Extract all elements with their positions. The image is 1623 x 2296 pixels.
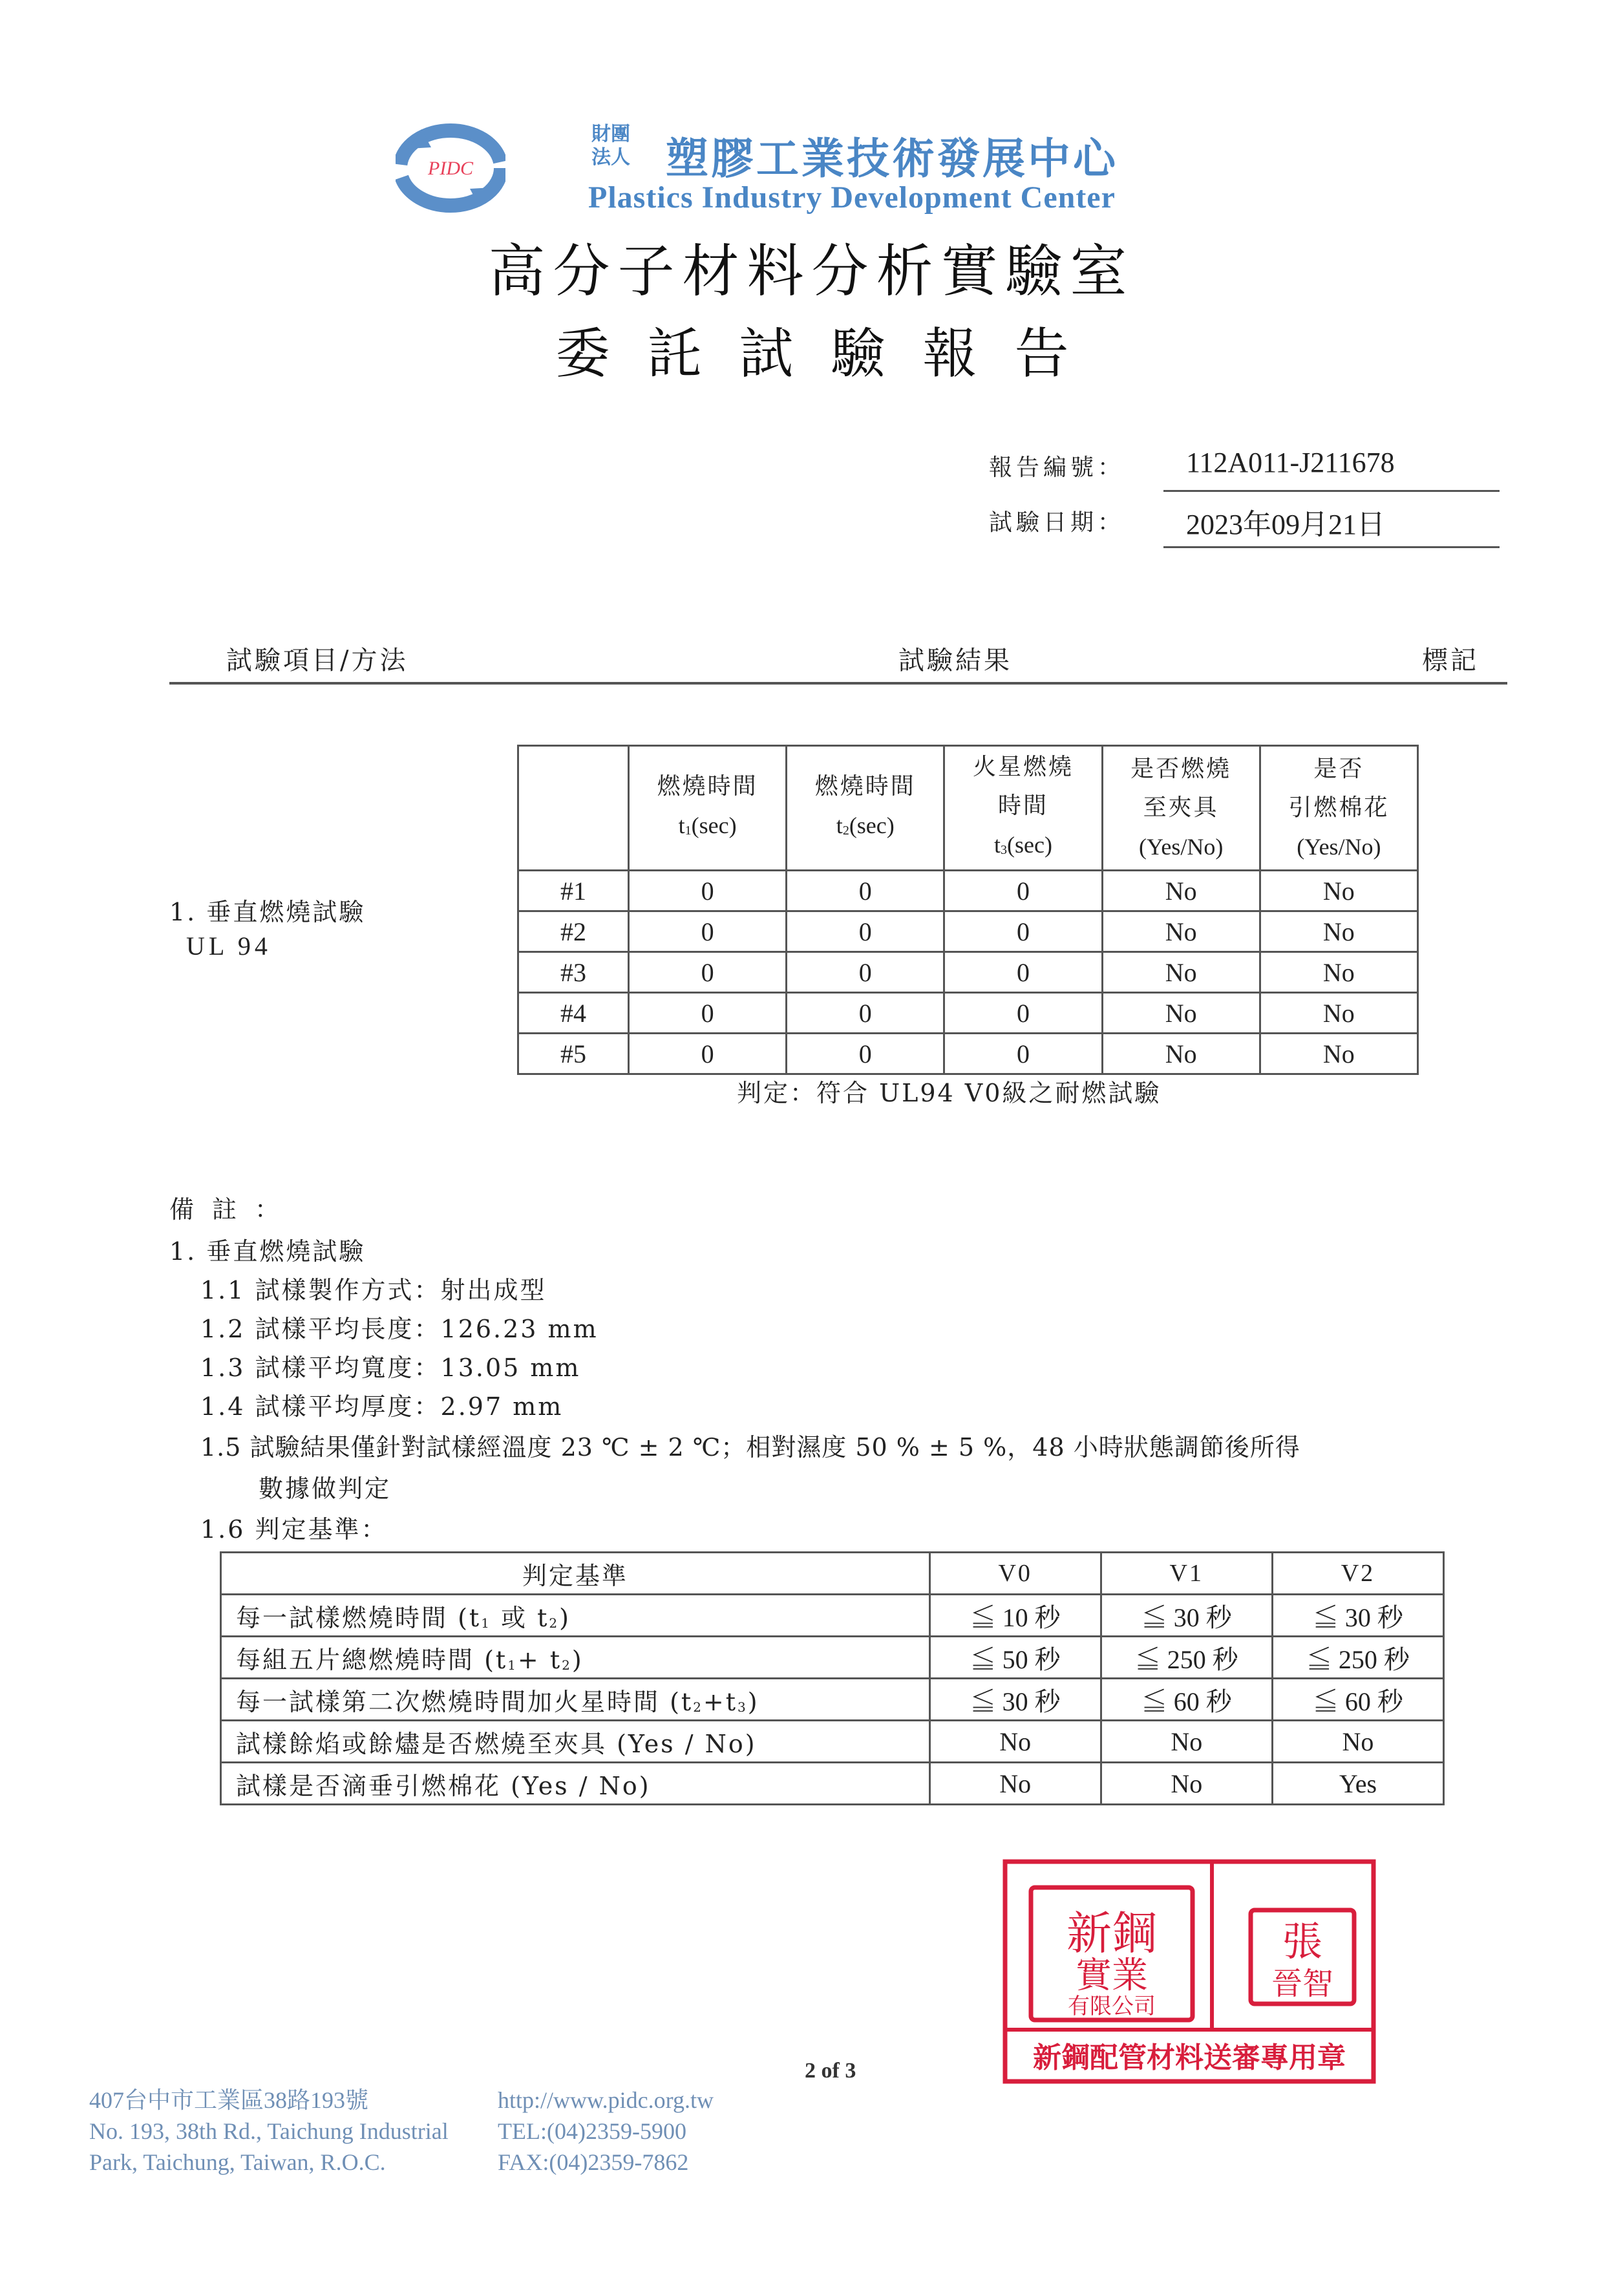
cell-id: #2: [518, 911, 629, 952]
result-row: [518, 952, 1418, 993]
cell-id: #5: [518, 1034, 629, 1074]
header-cell: [944, 746, 1102, 871]
divider: [169, 682, 1507, 685]
telephone: TEL:(04)2359-5900: [498, 2118, 686, 2144]
note-item: 1. 垂直燃燒試驗: [169, 1237, 366, 1266]
person-seal-line: 晉智: [1271, 1966, 1334, 2002]
header-line: 引燃棉花: [1288, 794, 1390, 821]
stamp-caption: 新鋼配管材料送審專用章: [1033, 2041, 1346, 2074]
criteria-v0: ≦ 30 秒: [929, 1679, 1101, 1721]
note-item: 1.4 試樣平均厚度：2.97 mm: [200, 1392, 564, 1421]
footer-address: [89, 2085, 449, 2178]
cell-clamp: No: [1102, 871, 1260, 911]
header-line: 至夾具: [1143, 794, 1219, 821]
org-type-line: 財團: [591, 123, 630, 145]
org-name-cn: 塑膠工業技術發展中心: [666, 134, 1118, 184]
header-formula: $t_2(\sec)$: [836, 813, 895, 838]
header-line: 時間: [997, 792, 1048, 819]
header-cell: [629, 746, 787, 871]
cell-id: #4: [518, 993, 629, 1034]
test-date-label: 試驗日期：: [989, 509, 1125, 536]
logo-text: PIDC: [428, 158, 473, 179]
note-item: 1.6 判定基準：: [200, 1515, 388, 1544]
header-unit: (Yes/No): [1297, 834, 1381, 860]
cell-t2: 0: [787, 871, 944, 911]
header-line: 燃燒時間: [814, 773, 916, 800]
note-item: 1.2 試樣平均長度：126.23 mm: [200, 1315, 599, 1343]
cell-clamp: No: [1102, 911, 1260, 952]
criteria-v0: ≦ 10 秒: [929, 1595, 1101, 1637]
notes-title: 備註：: [169, 1195, 298, 1224]
criteria-row: [221, 1763, 1444, 1805]
result-row: [518, 993, 1418, 1034]
cell-t3: 0: [944, 952, 1102, 993]
org-type: [591, 123, 630, 169]
criteria-v2: ≦ 250 秒: [1272, 1637, 1443, 1679]
address-en: No. 193, 38th Rd., Taichung Industrial: [89, 2118, 449, 2144]
criteria-label: 每組五片總燃燒時間 $(t_1+ t_2)$: [221, 1637, 930, 1679]
criteria-v2: ≦ 30 秒: [1272, 1595, 1443, 1637]
criteria-table: [220, 1551, 1445, 1805]
criteria-row: [221, 1637, 1444, 1679]
note-item-continuation: 數據做判定: [259, 1474, 392, 1503]
test-date-value: 2023年09月21日: [1186, 509, 1385, 540]
cell-clamp: No: [1102, 993, 1260, 1034]
lab-name: 高分子材料分析實驗室: [488, 238, 1135, 304]
cell-clamp: No: [1102, 952, 1260, 993]
cell-t2: 0: [787, 911, 944, 952]
criteria-row: [221, 1595, 1444, 1637]
report-no-value: 112A011-J211678: [1186, 447, 1395, 478]
note-item: 1.1 試樣製作方式：射出成型: [200, 1276, 547, 1304]
header-line: 是否燃燒: [1130, 756, 1232, 782]
cell-clamp: No: [1102, 1034, 1260, 1074]
cell-cotton: No: [1260, 993, 1417, 1034]
cell-t2: 0: [787, 993, 944, 1034]
cell-t3: 0: [944, 871, 1102, 911]
header-line: 火星燃燒: [972, 754, 1074, 780]
column-header-item: 試驗項目/方法: [226, 646, 408, 675]
cell-cotton: No: [1260, 871, 1417, 911]
org-name-en: Plastics Industry Development Center: [588, 180, 1116, 215]
criteria-v1: ≦ 30 秒: [1101, 1595, 1272, 1637]
cell-t1: 0: [629, 952, 787, 993]
header-cell: [787, 746, 944, 871]
header-formula: $t_1(\sec)$: [678, 813, 737, 838]
column-header-result: 試驗結果: [898, 646, 1012, 675]
cell-t2: 0: [787, 952, 944, 993]
result-table-header-row: [518, 746, 1418, 871]
result-row: [518, 911, 1418, 952]
header-line: 是否: [1313, 756, 1364, 782]
cell-t2: 0: [787, 1034, 944, 1074]
test-item-title: 1. 垂直燃燒試驗: [169, 898, 366, 926]
cell-id: #1: [518, 871, 629, 911]
footer-contact: [498, 2085, 714, 2178]
criteria-v0: No: [929, 1721, 1101, 1763]
verdict: 判定：符合 UL94 V0級之耐燃試驗: [737, 1079, 1162, 1107]
criteria-header-v1: V1: [1101, 1553, 1272, 1595]
company-seal-line: 實業: [1076, 1955, 1148, 1997]
person-seal-line: 張: [1282, 1918, 1323, 1965]
org-type-line: 法人: [591, 146, 630, 169]
criteria-row: [221, 1721, 1444, 1763]
criteria-label: 每一試樣燃燒時間 ($t_1$ 或 $t_2$): [221, 1595, 930, 1637]
cell-t1: 0: [629, 1034, 787, 1074]
report-no-label: 報告編號：: [989, 454, 1125, 481]
test-item-standard: UL 94: [186, 931, 271, 961]
criteria-v0: ≦ 50 秒: [929, 1637, 1101, 1679]
cell-id: #3: [518, 952, 629, 993]
cell-t1: 0: [629, 911, 787, 952]
column-header-mark: 標記: [1422, 646, 1479, 675]
criteria-label: 試樣是否滴垂引燃棉花 (Yes / No): [221, 1763, 930, 1805]
company-seal-line: 有限公司: [1068, 1993, 1156, 2019]
divider: [1163, 546, 1500, 548]
cell-t3: 0: [944, 993, 1102, 1034]
criteria-v1: ≦ 250 秒: [1101, 1637, 1272, 1679]
divider: [1163, 490, 1500, 492]
criteria-v1: ≦ 60 秒: [1101, 1679, 1272, 1721]
criteria-row: [221, 1679, 1444, 1721]
criteria-v2: No: [1272, 1721, 1443, 1763]
criteria-header: 判定基準: [221, 1553, 930, 1595]
result-row: [518, 1034, 1418, 1074]
header-unit: (Yes/No): [1138, 834, 1224, 860]
criteria-label: 試樣餘焰或餘燼是否燃燒至夾具 (Yes / No): [221, 1721, 930, 1763]
corner-cell: [518, 746, 629, 871]
cell-t1: 0: [629, 871, 787, 911]
criteria-header-row: [221, 1553, 1444, 1595]
cell-t1: 0: [629, 993, 787, 1034]
criteria-header-v0: V0: [929, 1553, 1101, 1595]
header-cell: [1260, 746, 1417, 871]
criteria-v2: Yes: [1272, 1763, 1443, 1805]
cell-t3: 0: [944, 911, 1102, 952]
cell-cotton: No: [1260, 1034, 1417, 1074]
address-en: Park, Taichung, Taiwan, R.O.C.: [89, 2149, 386, 2175]
fax: FAX:(04)2359-7862: [498, 2149, 689, 2175]
criteria-v1: No: [1101, 1721, 1272, 1763]
criteria-v1: No: [1101, 1763, 1272, 1805]
note-item: 1.5 試驗結果僅針對試樣經溫度 23 ℃ ± 2 ℃；相對濕度 50 % ± 5 %，48 小時狀態調節後所得: [200, 1433, 1300, 1462]
address-cn: 407台中市工業區38路193號: [89, 2087, 369, 2113]
criteria-v2: ≦ 60 秒: [1272, 1679, 1443, 1721]
cell-t3: 0: [944, 1034, 1102, 1074]
criteria-v0: No: [929, 1763, 1101, 1805]
cell-cotton: No: [1260, 911, 1417, 952]
pidc-logo: [396, 123, 505, 213]
header-formula: $t_3(\sec)$: [993, 832, 1052, 858]
result-row: [518, 871, 1418, 911]
result-table: [517, 745, 1419, 1075]
website-link[interactable]: http://www.pidc.org.tw: [498, 2087, 714, 2113]
note-item: 1.3 試樣平均寬度：13.05 mm: [200, 1354, 581, 1382]
company-seal-line: 新鋼: [1066, 1907, 1157, 1960]
header-cell: [1102, 746, 1260, 871]
report-title: 委託試驗報告: [555, 322, 1107, 385]
cell-cotton: No: [1260, 952, 1417, 993]
criteria-header-v2: V2: [1272, 1553, 1443, 1595]
header-line: 燃燒時間: [657, 773, 758, 800]
company-stamp: [999, 1849, 1380, 2088]
criteria-label: 每一試樣第二次燃燒時間加火星時間 $(t_2+t_3)$: [221, 1679, 930, 1721]
page-number: 2 of 3: [805, 2059, 856, 2083]
